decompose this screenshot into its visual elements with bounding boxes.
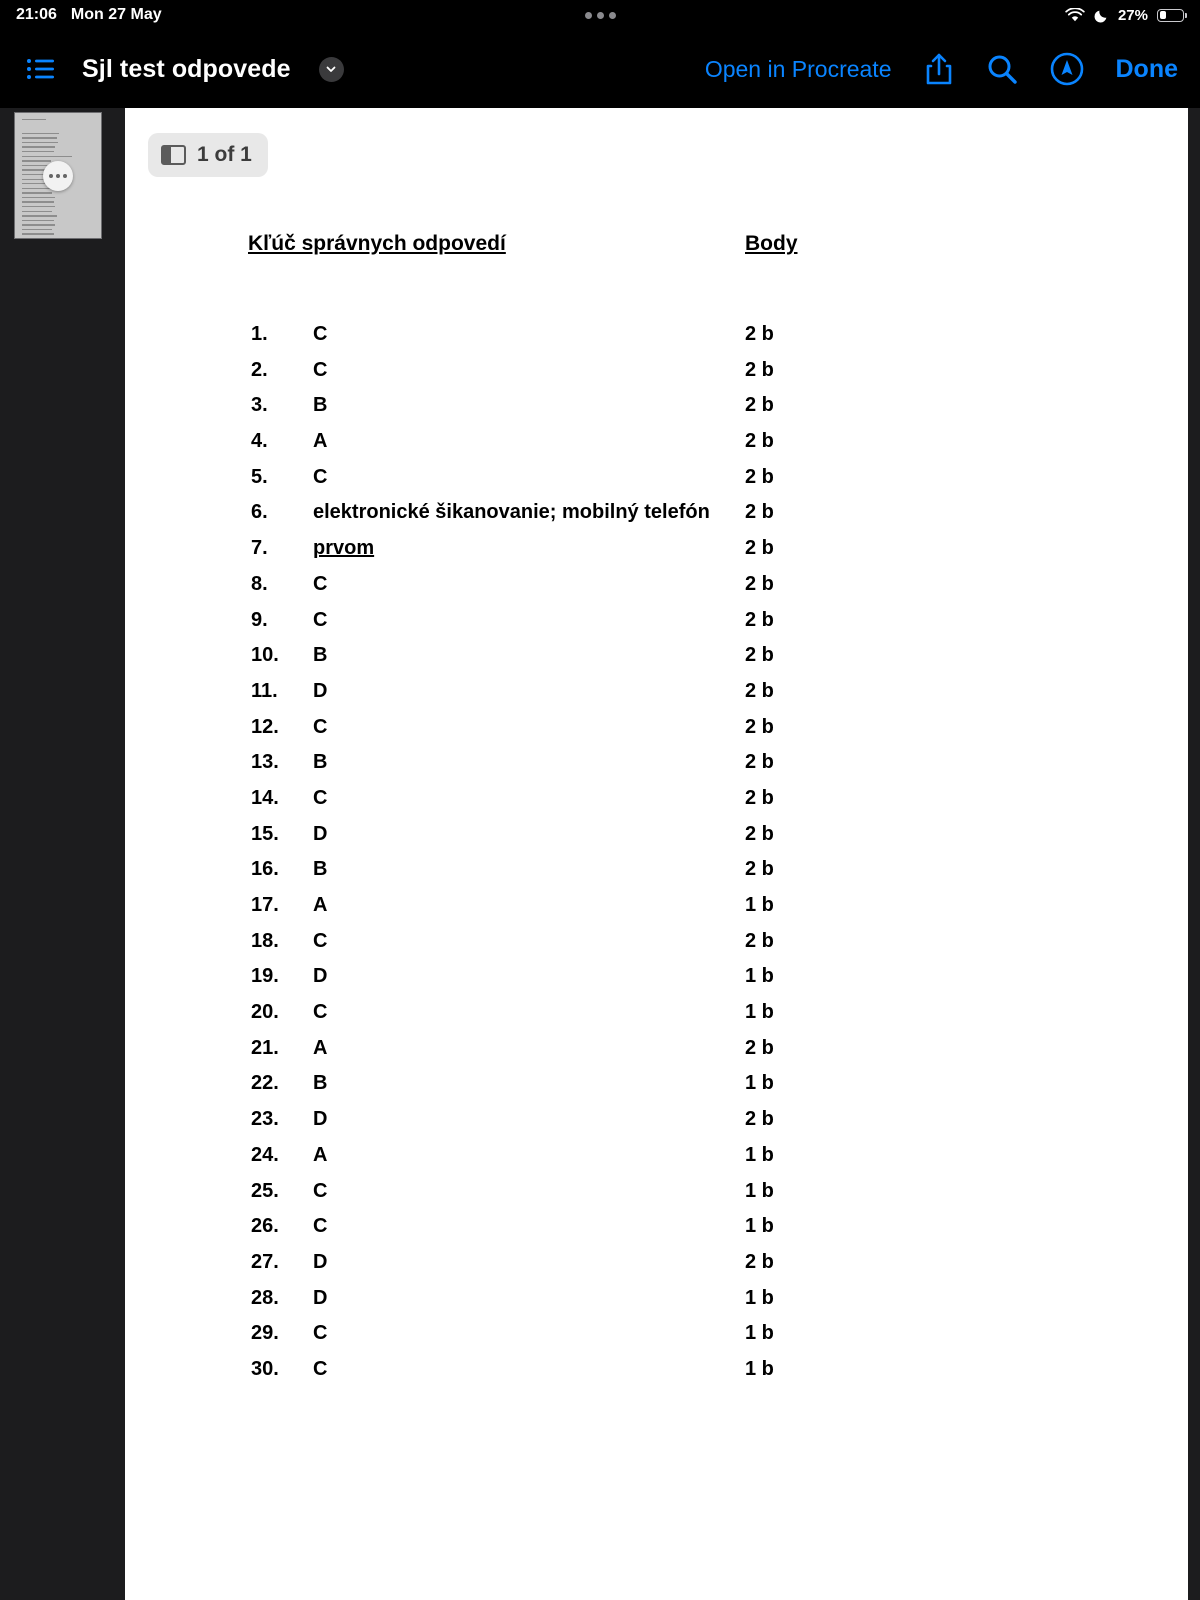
answer-row-points: 2 b (745, 644, 774, 667)
answer-row (125, 1251, 1188, 1287)
answer-row-answer: C (313, 1322, 328, 1345)
status-bar-center (0, 12, 1200, 19)
answer-row-number: 15. (251, 822, 279, 845)
answer-row-answer: C (313, 358, 328, 381)
chevron-down-icon[interactable] (319, 57, 344, 82)
answer-row-points: 2 b (745, 608, 774, 631)
answer-row-number: 7. (251, 537, 268, 560)
answer-row-number: 2. (251, 358, 268, 381)
answer-row-answer: A (313, 1143, 328, 1166)
answer-row-points: 2 b (745, 430, 774, 453)
answer-row (125, 1215, 1188, 1251)
answer-row (125, 1001, 1188, 1037)
answer-row-answer: C (313, 929, 328, 952)
answer-row (125, 751, 1188, 787)
answer-row-answer: C (313, 465, 328, 488)
status-time: 21:06 (16, 6, 57, 23)
answer-row-number: 12. (251, 715, 279, 738)
answer-row-answer: A (313, 1036, 328, 1059)
answer-row-points: 1 b (745, 1357, 774, 1380)
answer-row (125, 394, 1188, 430)
answer-row-points: 1 b (745, 894, 774, 916)
answer-row (125, 430, 1188, 466)
answer-row-points: 2 b (745, 537, 774, 560)
battery-percent: 27% (1117, 6, 1148, 24)
answer-rows (125, 323, 1188, 1394)
answer-row-points: 1 b (745, 965, 774, 988)
answer-row-answer: B (313, 858, 328, 881)
answer-row-points: 2 b (745, 358, 774, 381)
list-menu-icon[interactable] (26, 58, 56, 80)
done-button[interactable]: Done (1115, 54, 1178, 83)
answer-row (125, 323, 1188, 359)
toolbar-right (705, 52, 1178, 86)
page-thumbnail[interactable] (14, 112, 102, 239)
answer-row (125, 965, 1188, 1001)
answer-row (125, 1358, 1188, 1394)
answer-row (125, 1180, 1188, 1216)
answer-row (125, 573, 1188, 609)
answer-row-answer: prvom (313, 537, 375, 560)
answer-row (125, 359, 1188, 395)
answer-row (125, 1144, 1188, 1180)
document-title[interactable]: Sjl test odpovede (82, 54, 291, 83)
answer-row (125, 858, 1188, 894)
answer-row-points: 1 b (745, 1143, 774, 1166)
answer-row-points: 2 b (745, 465, 774, 488)
answer-row-number: 24. (251, 1143, 279, 1166)
answer-row-number: 27. (251, 1250, 279, 1273)
answer-row (125, 1108, 1188, 1144)
answer-row-number: 13. (251, 751, 279, 774)
answer-row-answer: C (313, 1179, 328, 1202)
page-indicator-label: 1 of 1 (197, 143, 252, 166)
open-in-procreate-button[interactable]: Open in Procreate (704, 55, 892, 82)
answer-row (125, 1037, 1188, 1073)
answer-row-number: 30. (251, 1357, 279, 1380)
more-dots-icon[interactable] (43, 161, 73, 191)
answer-row (125, 823, 1188, 859)
answer-row-answer: D (313, 679, 328, 702)
answer-row-points: 2 b (745, 858, 774, 881)
answer-row (125, 1287, 1188, 1323)
answer-row-points: 1 b (745, 1001, 774, 1024)
answer-row-number: 21. (251, 1036, 279, 1059)
answer-row-points: 1 b (745, 1072, 774, 1095)
answer-row (125, 894, 1188, 930)
answer-row-points: 2 b (745, 501, 774, 524)
answer-row-number: 1. (251, 323, 268, 345)
toolbar-left (26, 55, 344, 84)
answer-row-number: 25. (251, 1179, 279, 1202)
answer-row-answer: C (313, 1215, 328, 1238)
page-layout-icon (161, 145, 186, 165)
status-bar-left (16, 6, 162, 24)
answer-row-answer: D (313, 1286, 328, 1309)
answer-row (125, 1072, 1188, 1108)
answer-row-points: 2 b (745, 1108, 774, 1131)
answer-row-number: 4. (251, 430, 268, 453)
answer-row-number: 8. (251, 572, 268, 595)
answer-row-number: 14. (251, 786, 279, 809)
answer-row-number: 20. (251, 1001, 279, 1024)
document-page[interactable] (125, 108, 1188, 1600)
answer-row (125, 644, 1188, 680)
answer-row-answer: A (313, 894, 328, 916)
answer-row (125, 501, 1188, 537)
moon-icon (1094, 8, 1109, 23)
markup-pen-icon[interactable] (1050, 52, 1084, 86)
answer-row-points: 2 b (745, 751, 774, 774)
answer-row-answer: C (313, 323, 328, 345)
answer-row-number: 6. (251, 501, 268, 524)
answer-row (125, 680, 1188, 716)
answer-row-number: 16. (251, 858, 279, 881)
answer-row (125, 787, 1188, 823)
answer-row-number: 11. (251, 679, 278, 702)
points-header: Body (745, 232, 798, 255)
answer-row-answer: B (313, 1072, 328, 1095)
answer-row-points: 2 b (745, 572, 774, 595)
answer-row-number: 10. (251, 644, 279, 667)
answer-row-answer: C (313, 608, 328, 631)
answer-row-number: 28. (251, 1286, 279, 1309)
answer-row (125, 930, 1188, 966)
answer-row-points: 1 b (745, 1286, 774, 1309)
answer-row-answer: C (313, 786, 328, 809)
status-bar (0, 0, 1200, 30)
answer-row-answer: A (313, 430, 328, 453)
answer-key-header: Kľúč správnych odpovedí (248, 232, 506, 255)
answer-row (125, 609, 1188, 645)
answer-row-answer: B (313, 644, 328, 667)
wifi-icon (1065, 8, 1085, 23)
answer-row-number: 18. (251, 929, 279, 952)
answer-row-answer: D (313, 822, 328, 845)
status-date: Mon 27 May (70, 6, 162, 23)
search-icon[interactable] (986, 53, 1018, 85)
answer-row-points: 2 b (745, 786, 774, 809)
answer-row-answer: C (313, 572, 328, 595)
answer-row-answer: C (313, 1357, 328, 1380)
answer-row (125, 466, 1188, 502)
answer-row-points: 1 b (745, 1215, 774, 1238)
answer-row-points: 2 b (745, 1036, 774, 1059)
answer-row-points: 1 b (745, 1179, 774, 1202)
answer-row (125, 1322, 1188, 1358)
answer-row-number: 17. (251, 894, 279, 916)
answer-row-number: 29. (251, 1322, 279, 1345)
answer-row-points: 2 b (745, 394, 774, 417)
answer-row-answer: D (313, 1250, 328, 1273)
page-indicator[interactable] (148, 133, 268, 177)
answer-row-answer: B (313, 394, 328, 417)
answer-row-points: 1 b (745, 1322, 774, 1345)
three-dots-icon[interactable] (585, 12, 616, 19)
answer-row (125, 716, 1188, 752)
answer-row-number: 22. (251, 1072, 279, 1095)
answer-row-number: 3. (251, 394, 268, 417)
answer-row-points: 2 b (745, 822, 774, 845)
share-icon[interactable] (924, 52, 954, 86)
content-area (0, 108, 1200, 1600)
status-bar-right (1065, 7, 1184, 24)
answer-row-answer: B (313, 751, 328, 774)
thumbnail-sidebar (0, 108, 125, 1600)
answer-row-points: 2 b (745, 1250, 774, 1273)
battery-icon (1157, 9, 1184, 22)
answer-row-points: 2 b (745, 679, 774, 702)
app-toolbar (0, 30, 1200, 108)
answer-row-points: 2 b (745, 929, 774, 952)
answer-row-number: 26. (251, 1215, 279, 1238)
answer-row-answer: C (313, 1001, 328, 1024)
answer-row-number: 9. (251, 608, 268, 631)
answer-row (125, 537, 1188, 573)
answer-row-number: 19. (251, 965, 279, 988)
answer-row-number: 23. (251, 1108, 279, 1131)
answer-row-points: 2 b (745, 715, 774, 738)
answer-row-answer: D (313, 1108, 328, 1131)
answer-row-answer: C (313, 715, 328, 738)
answer-row-points: 2 b (745, 323, 774, 345)
answer-row-number: 5. (251, 465, 268, 488)
answer-row-answer: elektronické šikanovanie; mobilný telefón (313, 501, 710, 524)
answer-row-answer: D (313, 965, 328, 988)
